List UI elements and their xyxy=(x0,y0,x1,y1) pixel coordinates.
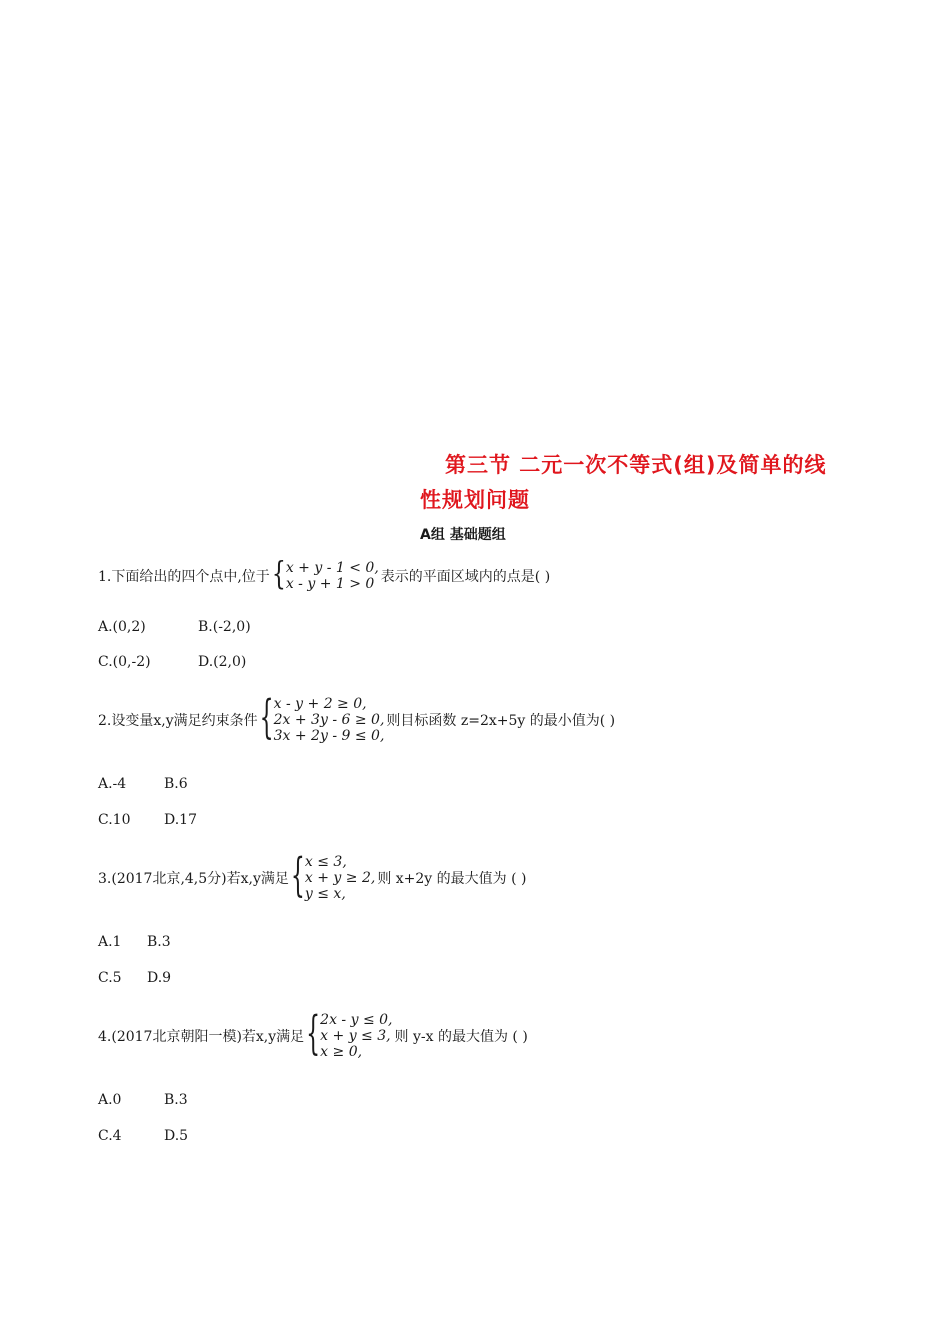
option-a: A.1 xyxy=(98,934,122,950)
question-3-prefix: 3.(2017北京,4,5分)若x,y满足 xyxy=(98,871,289,887)
question-1-options-row-1 xyxy=(98,619,251,635)
question-4-suffix: 则 y-x 的最大值为 ( ) xyxy=(394,1029,528,1045)
question-1-system xyxy=(271,557,379,594)
system-row: x - y + 1 > 0 xyxy=(285,576,375,592)
option-c: C.5 xyxy=(98,970,122,986)
question-4-options-row-1 xyxy=(98,1092,188,1108)
question-1 xyxy=(98,557,551,594)
system-row: 2x - y ≤ 0, xyxy=(320,1012,393,1028)
group-title: A组 基础题组 xyxy=(420,527,506,543)
question-2 xyxy=(98,692,616,746)
question-2-options-row-2 xyxy=(98,812,197,828)
option-c: C.10 xyxy=(98,812,131,828)
system-row: x + y ≤ 3, xyxy=(320,1028,391,1044)
section-title-line-1: 第三节 二元一次不等式(组)及简单的线 xyxy=(445,453,827,477)
option-a: A.-4 xyxy=(98,776,127,792)
system-row: x - y + 2 ≥ 0, xyxy=(273,696,367,712)
option-b: B.3 xyxy=(147,934,171,950)
system-row: y ≤ x, xyxy=(304,886,346,902)
option-d: D.9 xyxy=(147,970,172,986)
brace-symbol: { xyxy=(306,1008,321,1062)
option-b: B.6 xyxy=(164,776,188,792)
question-2-suffix: 则目标函数 z=2x+5y 的最小值为( ) xyxy=(386,713,616,729)
brace-symbol: { xyxy=(259,692,274,746)
option-a: A.(0,2) xyxy=(98,619,146,635)
option-d: D.5 xyxy=(164,1128,189,1144)
question-4-system xyxy=(306,1008,393,1062)
brace-symbol: { xyxy=(290,850,305,904)
system-row: x ≤ 3, xyxy=(304,854,347,870)
question-3 xyxy=(98,850,527,904)
system-row: 2x + 3y - 6 ≥ 0, xyxy=(273,712,385,728)
question-3-suffix: 则 x+2y 的最大值为 ( ) xyxy=(377,871,527,887)
option-c: C.(0,-2) xyxy=(98,654,151,670)
question-4-prefix: 4.(2017北京朝阳一模)若x,y满足 xyxy=(98,1029,305,1045)
question-3-options-row-1 xyxy=(98,934,171,950)
system-row: x + y ≥ 2, xyxy=(304,870,376,886)
option-d: D.(2,0) xyxy=(198,654,247,670)
system-row: x ≥ 0, xyxy=(320,1044,363,1060)
system-row: x + y - 1 < 0, xyxy=(285,560,379,576)
brace-symbol: { xyxy=(271,557,286,594)
option-b: B.(-2,0) xyxy=(198,619,251,635)
section-title-line-2: 性规划问题 xyxy=(420,488,530,512)
question-4-options-row-2 xyxy=(98,1128,188,1144)
question-3-system xyxy=(290,850,376,904)
question-2-options-row-1 xyxy=(98,776,188,792)
question-4 xyxy=(98,1008,528,1062)
question-2-system xyxy=(259,692,385,746)
system-row: 3x + 2y - 9 ≤ 0, xyxy=(273,728,385,744)
option-c: C.4 xyxy=(98,1128,122,1144)
option-b: B.3 xyxy=(164,1092,188,1108)
option-a: A.0 xyxy=(98,1092,122,1108)
question-1-options-row-2 xyxy=(98,654,246,670)
question-1-suffix: 表示的平面区域内的点是( ) xyxy=(380,569,551,585)
question-1-prefix: 1.下面给出的四个点中,位于 xyxy=(98,569,270,585)
option-d: D.17 xyxy=(164,812,197,828)
question-2-prefix: 2.设变量x,y满足约束条件 xyxy=(98,713,258,729)
question-3-options-row-2 xyxy=(98,970,171,986)
